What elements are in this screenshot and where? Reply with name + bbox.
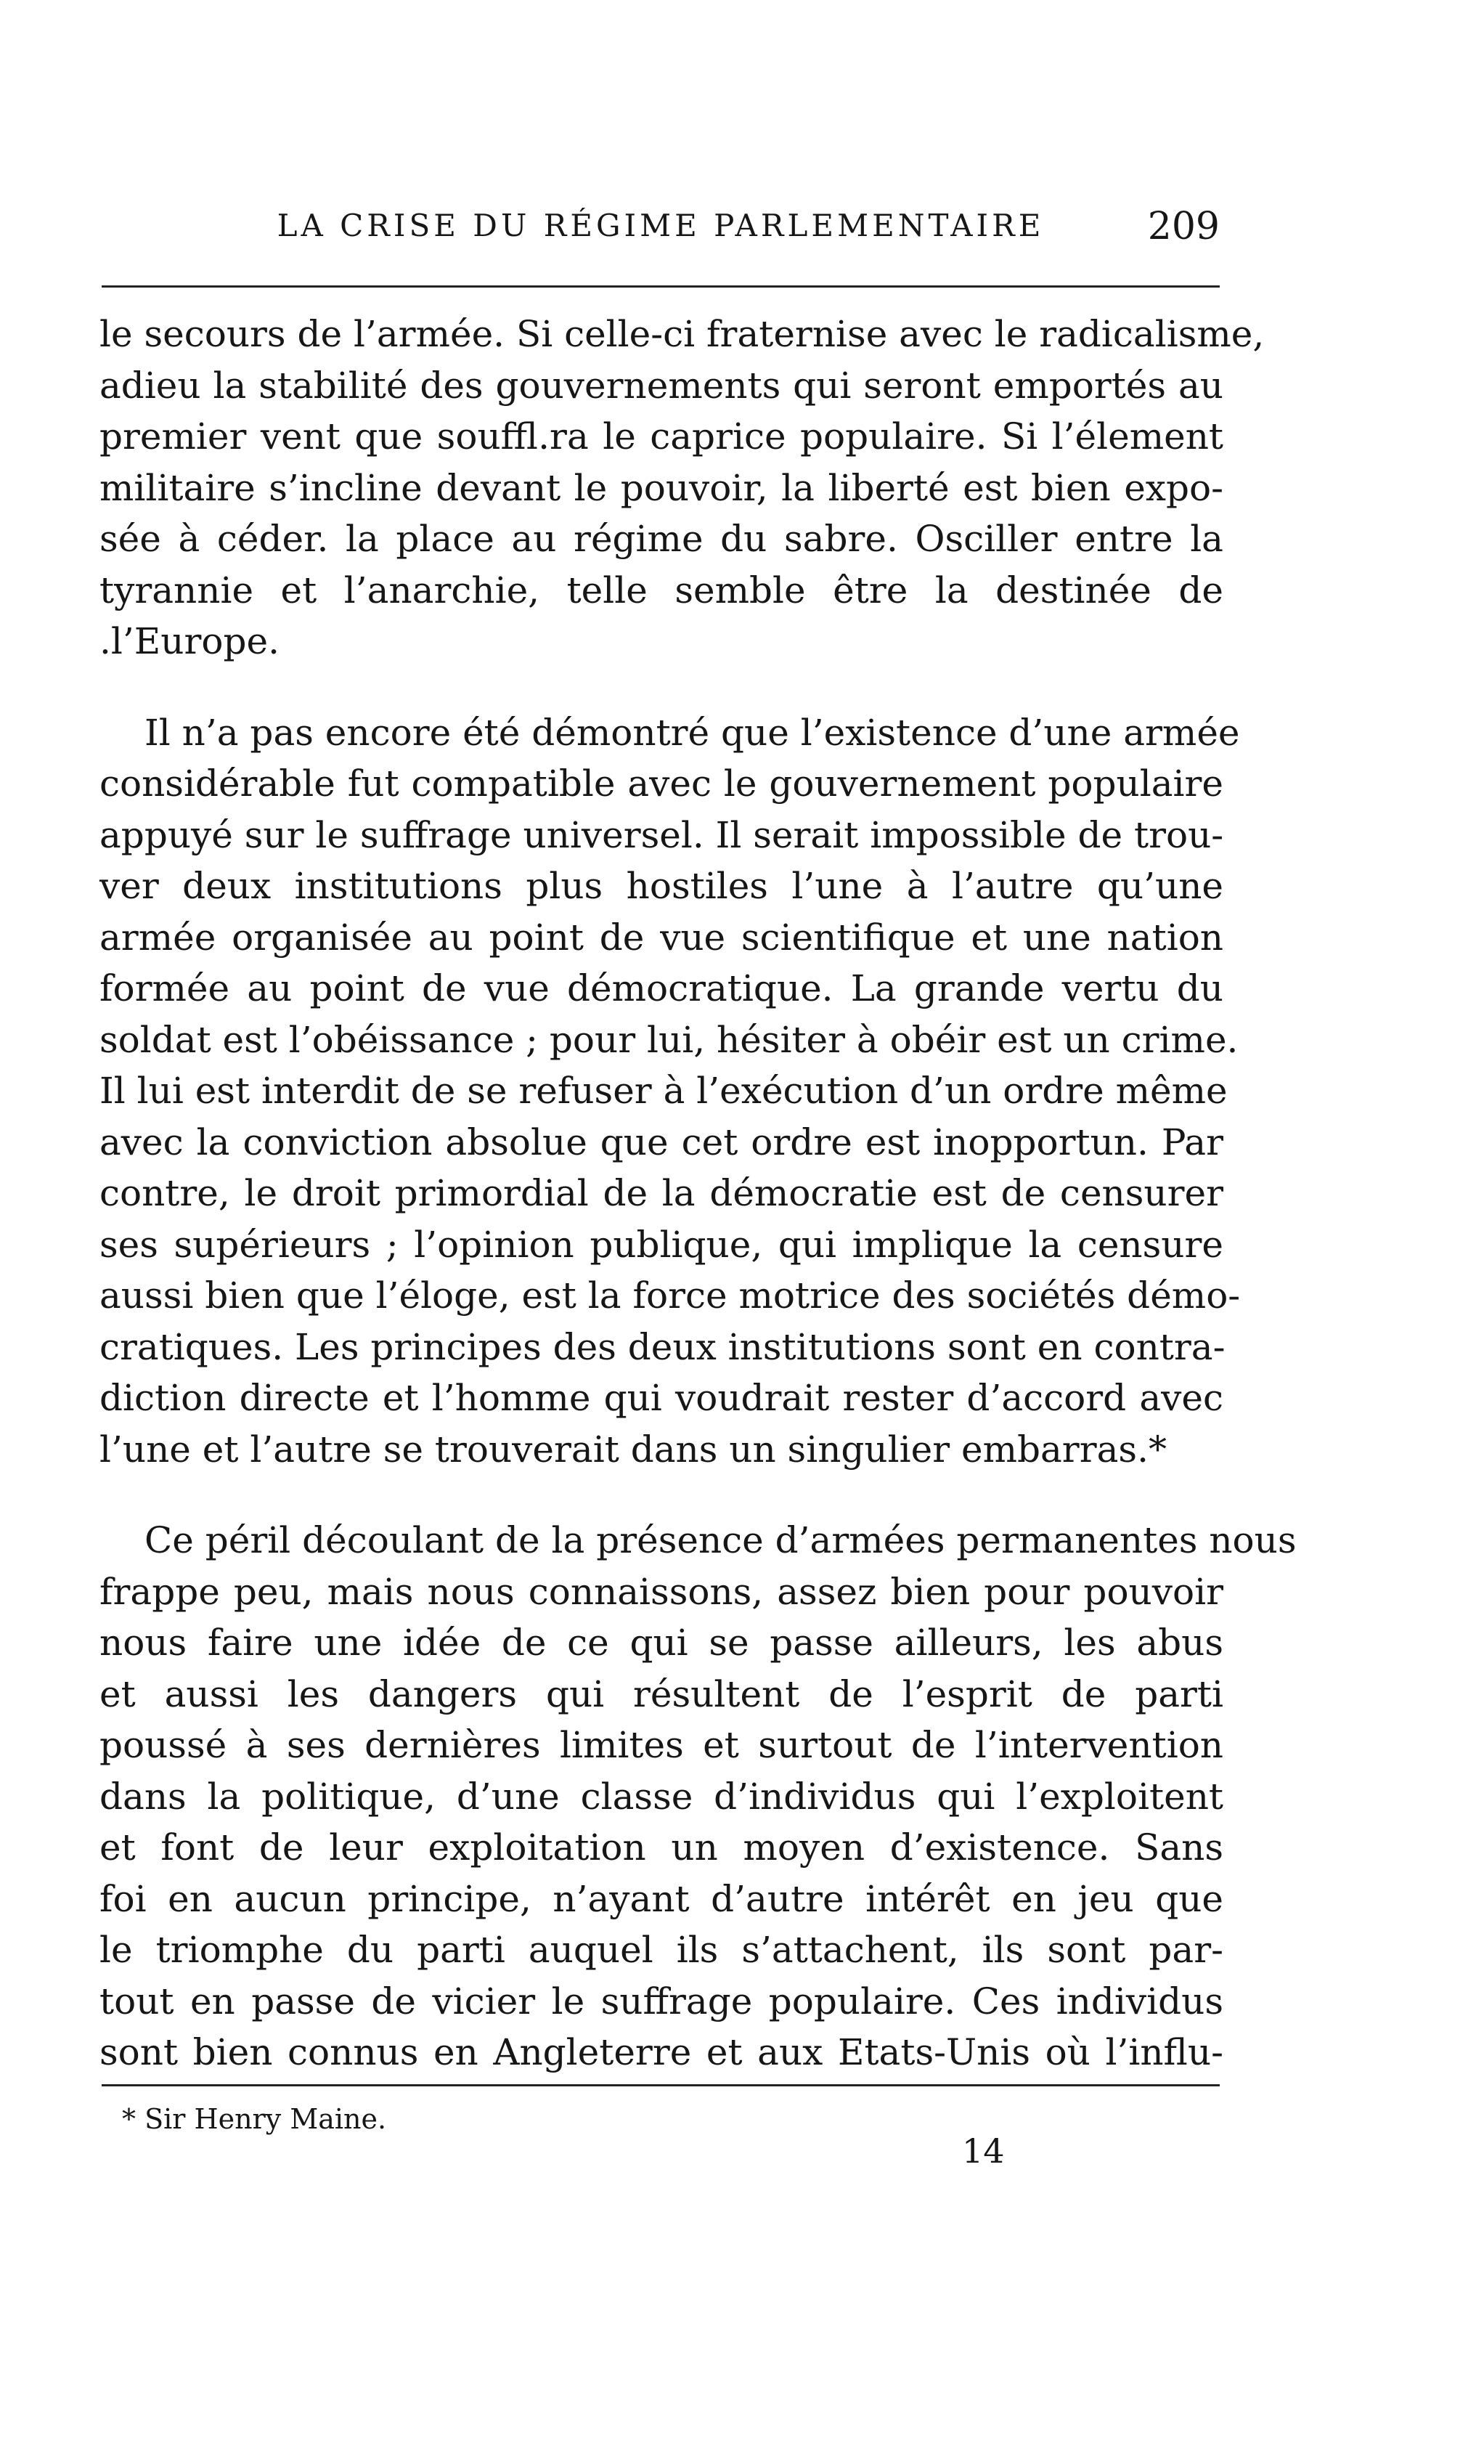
text-line: frappe peu, mais nous connaissons, assez bien pour pouvoir <box>99 1570 1223 1613</box>
body-text <box>99 309 1297 2078</box>
text-line: poussé à ses dernières limites et surtout de l’intervention <box>99 1724 1223 1766</box>
text-line: l’une et l’autre se trouverait dans un singulier embarras.* <box>99 1428 1167 1471</box>
text-line: avec la conviction absolue que cet ordre est inopportun. Par <box>99 1121 1223 1163</box>
text-line: Il n’a pas encore été démontré que l’existence d’une armée <box>144 711 1240 754</box>
text-line: le triomphe du parti auquel ils s’attachent, ils sont par- <box>99 1929 1223 1971</box>
text-line: et font de leur exploitation un moyen d’existence. Sans <box>99 1826 1223 1869</box>
text-line: sont bien connus en Angleterre et aux Etats-Unis où l’influ- <box>99 2031 1223 2073</box>
text-line: militaire s’incline devant le pouvoir, la liberté est bien expo- <box>99 466 1223 509</box>
running-title: LA CRISE DU RÉGIME PARLEMENTAIRE <box>277 208 1045 243</box>
text-line: armée organisée au point de vue scientifique et une nation <box>99 916 1223 959</box>
paragraph-gap <box>99 1475 1223 1515</box>
text-line: cratiques. Les principes des deux institutions sont en contra- <box>99 1325 1226 1368</box>
text-line: contre, le droit primordial de la démocratie est de censurer <box>99 1172 1223 1214</box>
text-line: le secours de l’armée. Si celle-ci fraternise avec le radicalisme, <box>99 313 1265 355</box>
paragraph-gap <box>99 667 1223 707</box>
text-line: Ce péril découlant de la présence d’armées permanentes nous <box>144 1519 1297 1561</box>
paragraph-3 <box>99 1515 1297 2078</box>
page-number: 209 <box>1147 205 1220 248</box>
signature-mark: 14 <box>962 2131 1005 2171</box>
text-line: .l’Europe. <box>99 620 280 662</box>
text-line: ver deux institutions plus hostiles l’une à l’autre qu’une <box>99 865 1223 907</box>
text-line: appuyé sur le suffrage universel. Il serait impossible de trou- <box>99 813 1224 856</box>
text-line: premier vent que souffl.ra le caprice populaire. Si l’élement <box>99 415 1223 458</box>
text-line: nous faire une idée de ce qui se passe ailleurs, les abus <box>99 1622 1223 1664</box>
text-line: adieu la stabilité des gouvernements qui seront emportés au <box>99 364 1223 407</box>
text-line: tout en passe de vicier le suffrage populaire. Ces individus <box>99 1980 1223 2022</box>
paragraph-1 <box>99 309 1265 667</box>
footnote: * Sir Henry Maine. <box>122 2103 387 2135</box>
text-line: diction directe et l’homme qui voudrait rester d’accord avec <box>99 1377 1223 1419</box>
text-line: soldat est l’obéissance ; pour lui, hésiter à obéir est un crime. <box>99 1018 1239 1061</box>
text-line: et aussi les dangers qui résultent de l’esprit de parti <box>99 1672 1223 1715</box>
text-line: considérable fut compatible avec le gouvernement populaire <box>99 763 1223 805</box>
text-line: sée à céder. la place au régime du sabre. Osciller entre la <box>99 518 1223 560</box>
text-line: ses supérieurs ; l’opinion publique, qui implique la censure <box>99 1223 1223 1266</box>
text-line: formée au point de vue démocratique. La grande vertu du <box>99 967 1223 1009</box>
header-rule <box>102 285 1220 288</box>
running-head <box>102 205 1220 256</box>
footnote-rule <box>102 2084 1220 2086</box>
paragraph-2 <box>99 707 1241 1476</box>
text-line: tyrannie et l’anarchie, telle semble être la destinée de <box>99 569 1223 611</box>
text-line: foi en aucun principe, n’ayant d’autre intérêt en jeu que <box>99 1877 1223 1920</box>
text-line: aussi bien que l’éloge, est la force motrice des sociétés démo- <box>99 1274 1241 1317</box>
text-line: Il lui est interdit de se refuser à l’exécution d’un ordre même <box>99 1070 1228 1112</box>
text-line: dans la politique, d’une classe d’individus qui l’exploitent <box>99 1775 1223 1818</box>
